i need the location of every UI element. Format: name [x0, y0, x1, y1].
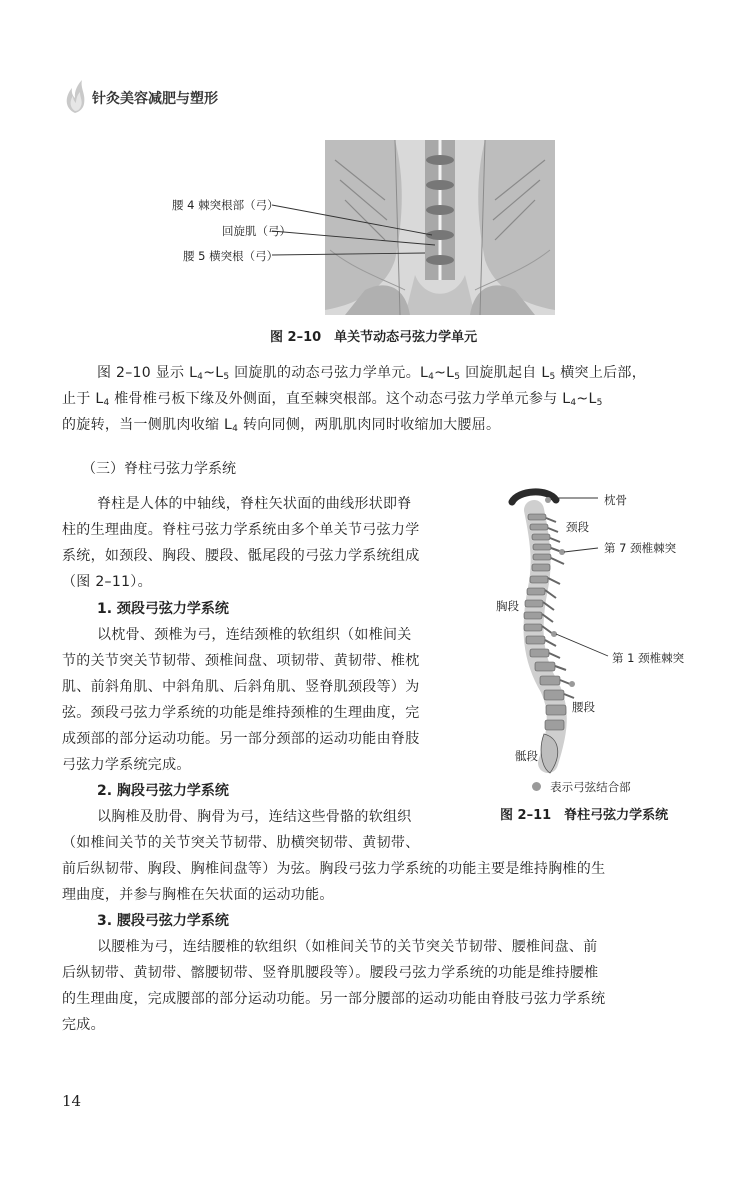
- label-c7-spinous: 第 7 颈椎棘突: [604, 541, 677, 555]
- paragraph-line: 节的关节突关节韧带、颈椎间盘、项韧带、黄韧带、椎枕: [62, 653, 420, 669]
- paragraph-line: 图 2–10 显示 $L_4\sim L_5$ 回旋肌的动态弓弦力学单元。$L_4\sim L_5$ 回旋肌起自 $L_5$ 横突上后部，: [97, 365, 647, 382]
- spine-diagram: [490, 488, 690, 783]
- label-occipital: 枕骨: [604, 493, 627, 507]
- paragraph-line: 以枕骨、颈椎为弓，连结颈椎的软组织（如椎间关: [97, 627, 412, 643]
- figure-2-10-caption: 图 2–10 单关节动态弓弦力学单元: [270, 330, 478, 345]
- paragraph-line: 弦。颈段弓弦力学系统的功能是维持颈椎的生理曲度，完: [62, 705, 420, 721]
- subsection-heading-thoracic: 2. 胸段弓弦力学系统: [97, 783, 229, 799]
- figure-2-10-leader-lines: [270, 195, 440, 265]
- legend-text: 表示弓弦结合部: [550, 780, 631, 794]
- paragraph-line: 弓弦力学系统完成。: [62, 757, 191, 773]
- paragraph-line: 后纵韧带、黄韧带、髂腰韧带、竖脊肌腰段等）。腰段弓弦力学系统的功能是维持腰椎: [62, 965, 599, 981]
- label-l5-transverse-root: 腰 5 横突根（弓）: [183, 249, 279, 263]
- paragraph-line: 完成。: [62, 1017, 105, 1033]
- label-rotatores: 回旋肌（弓）: [222, 224, 291, 238]
- page-number: 14: [62, 1092, 82, 1110]
- paragraph-line: 柱的生理曲度。脊柱弓弦力学系统由多个单关节弓弦力学: [62, 522, 420, 538]
- header-title: 针灸美容减肥与塑形: [92, 91, 218, 107]
- label-lumbar-segment: 腰段: [572, 700, 595, 714]
- paragraph-line: 成颈部的部分运动功能。另一部分颈部的运动功能由脊肢: [62, 731, 420, 747]
- paragraph-line: 脊柱是人体的中轴线，脊柱矢状面的曲线形状即脊: [97, 496, 412, 512]
- figure-2-11-caption: 图 2–11 脊柱弓弦力学系统: [500, 808, 669, 823]
- flame-logo-icon: [62, 78, 88, 114]
- legend-dot-icon: [532, 782, 541, 791]
- paragraph-line: （图 2–11）。: [62, 574, 152, 590]
- label-t1-spinous: 第 1 颈椎棘突: [612, 651, 685, 665]
- paragraph-line: 前后纵韧带、胸段、胸椎间盘等）为弦。胸段弓弦力学系统的功能主要是维持胸椎的生: [62, 861, 606, 877]
- section-heading: （三）脊柱弓弦力学系统: [82, 461, 236, 477]
- subsection-heading-lumbar: 3. 腰段弓弦力学系统: [97, 913, 229, 929]
- paragraph-line: 理曲度，并参与胸椎在矢状面的运动功能。: [62, 887, 334, 903]
- paragraph-line: 止于 $L_4$ 椎骨椎弓板下缘及外侧面，直至棘突根部。这个动态弓弦力学单元参与 $L_4\sim L_5$: [62, 391, 603, 408]
- subsection-heading-cervical: 1. 颈段弓弦力学系统: [97, 601, 229, 617]
- paragraph-line: 肌、前斜角肌、中斜角肌、后斜角肌、竖脊肌颈段等）为: [62, 679, 420, 695]
- paragraph-line: （如椎间关节的关节突关节韧带、肋横突韧带、黄韧带、: [62, 835, 420, 851]
- label-thoracic-segment: 胸段: [496, 599, 519, 613]
- paragraph-line: 以腰椎为弓，连结腰椎的软组织（如椎间关节的关节突关节韧带、腰椎间盘、前: [97, 939, 598, 955]
- paragraph-line: 以胸椎及肋骨、胸骨为弓，连结这些骨骼的软组织: [97, 809, 412, 825]
- figure-2-11-legend: [532, 776, 631, 795]
- paragraph-line: 系统，如颈段、胸段、腰段、骶尾段的弓弦力学系统组成: [62, 548, 420, 564]
- paragraph-line: 的生理曲度，完成腰部的部分运动功能。另一部分腰部的运动功能由脊肢弓弦力学系统: [62, 991, 606, 1007]
- label-l4-spinous-root: 腰 4 棘突根部（弓）: [172, 198, 279, 212]
- label-cervical-segment: 颈段: [566, 520, 589, 534]
- label-sacral-segment: 骶段: [515, 749, 538, 763]
- paragraph-line: 的旋转，当一侧肌肉收缩 $L_4$ 转向同侧，两肌肌肉同时收缩加大腰屈。: [62, 417, 501, 434]
